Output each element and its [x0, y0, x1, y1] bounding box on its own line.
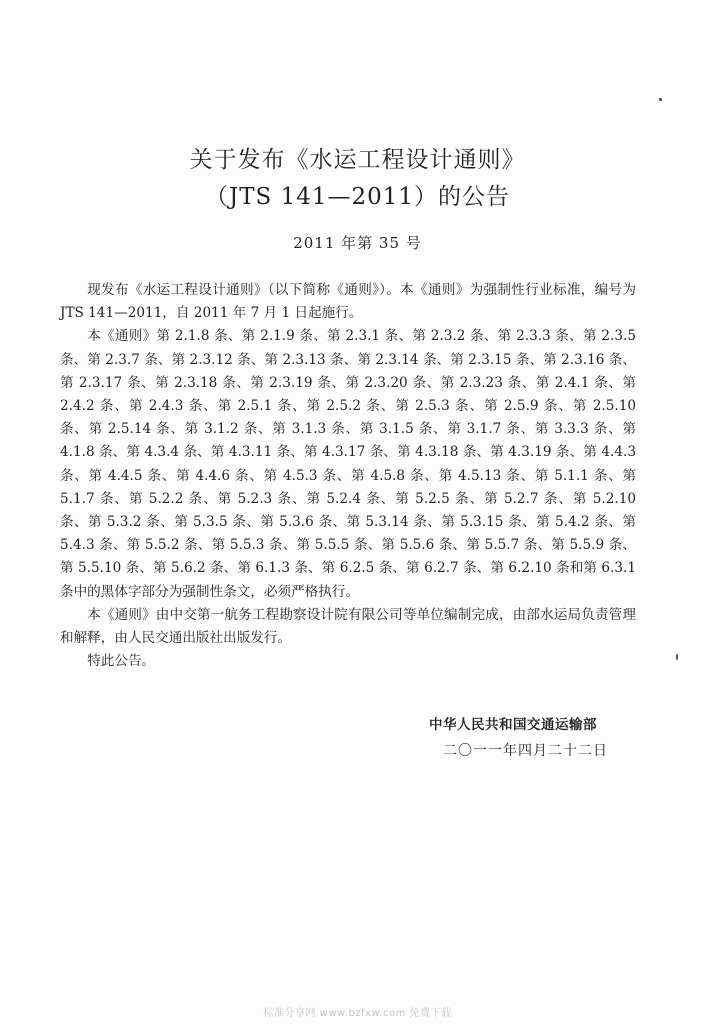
issue-date: 二〇一一年四月二十二日: [443, 743, 608, 759]
title-line-2: （JTS 141—2011）的公告: [204, 184, 511, 210]
paragraph-publication: 现发布《水运工程设计通则》（以下简称《通则》）。本《通则》为强制性行业标准，编号为 JTS 141—2011，自 2011 年 7 月 1 日起施行。: [60, 282, 636, 322]
paragraph-closing: 特此公告。: [87, 653, 156, 670]
paragraph-compilation: 本《通则》由中交第一航务工程勘察设计院有限公司等单位编制完成，由部水运局负责管理和解释，由人民交通出版社出版发行。: [60, 606, 636, 647]
announcement-title: [0, 142, 715, 216]
document-number: 2011 年第 35 号: [293, 234, 422, 252]
website-watermark: 标准分享网 www.bzfxw.com 免费下载: [263, 1008, 452, 1019]
title-line-1: 关于发布《水运工程设计通则》: [189, 147, 526, 173]
scan-speck: [659, 98, 662, 101]
scan-speck: [676, 654, 678, 660]
announcement-body: [60, 279, 636, 673]
signature-block: [429, 712, 608, 764]
paragraph-mandatory-clauses: 本《通则》第 2.1.8 条、第 2.1.9 条、第 2.3.1 条、第 2.3.2 条、第 2.3.3 条、第 2.3.5 条、第 2.3.7 条、第 2.3.12 条、第 2.3.13 条、第 2.3.14 条、第 2.3.15 条、第 2.3.16 条、第 2.3.17 条、第 2.3.18 条、第 2.3.19 条、第 2.3.20 条、第 2.3.23 条、第 2.4.1 条、第 2.4.2 条、第 2.4.3 条、第 2.5.1 条、第 2.5.2 条、第 2.5.3 条、第 2.5.9 条、第 2.5.10 条、第 2.5.14 条、第 3.1.2 条、第 3.1.3 条、第 3.1.5 条、第 3.1.7 条、第 3.3.3 条、第 4.1.8 条、第 4.3.4 条、第 4.3.11 条、第 4.3.17 条、第 4.3.18 条、第 4.3.19 条、第 4.4.3 条、第 4.4.5 条、第 4.4.6 条、第 4.5.3 条、第 4.5.8 条、第 4.5.13 条、第 5.1.1 条、第 5.1.7 条、第 5.2.2 条、第 5.2.3 条、第 5.2.4 条、第 5.2.5 条、第 5.2.7 条、第 5.2.10 条、第 5.3.2 条、第 5.3.5 条、第 5.3.6 条、第 5.3.14 条、第 5.3.15 条、第 5.4.2 条、第 5.4.3 条、第 5.5.2 条、第 5.5.3 条、第 5.5.5 条、第 5.5.6 条、第 5.5.7 条、第 5.5.9 条、第 5.5.10 条、第 5.6.2 条、第 6.1.3 条、第 6.2.5 条、第 6.2.7 条、第 6.2.10 条和第 6.3.1 条中的黑体字部分为强制性条文，必须严格执行。: [60, 328, 636, 600]
issuing-authority: 中华人民共和国交通运输部: [429, 717, 597, 733]
